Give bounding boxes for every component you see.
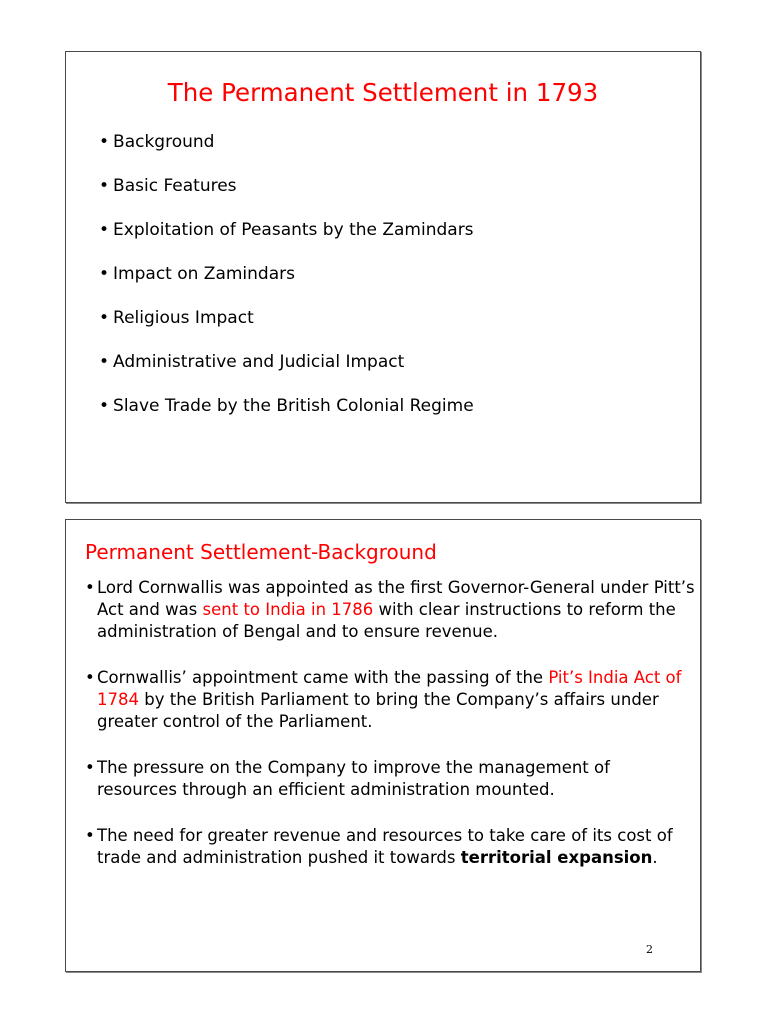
slide-1 [65, 51, 701, 503]
bullet-icon: • [99, 176, 110, 196]
paragraph-text: Cornwallis’ appointment came with the passing of the [97, 668, 549, 687]
bold-text: territorial expansion [460, 848, 653, 867]
list-item-text: Religious Impact [113, 308, 254, 328]
list-item-text: Slave Trade by the British Colonial Regime [113, 396, 474, 416]
bullet-icon: • [85, 826, 95, 845]
list-item-text: Basic Features [113, 176, 237, 196]
page-number: 2 [646, 943, 653, 956]
paragraph-text: The pressure on the Company to improve the management of resources through an efficient administration mounted. [97, 758, 610, 799]
highlight-text: Pit’s India Act of 1784 [97, 668, 682, 709]
slide-2 [65, 519, 701, 972]
paragraph-text: The need for greater revenue and resources to take care of its cost of trade and administration pushed it towards [97, 826, 673, 867]
list-item [99, 174, 474, 198]
paragraph-text: Lord Cornwallis was appointed as the first Governor-General under Pitt’s Act and was [97, 578, 695, 619]
paragraph-text: by the British Parliament to bring the Company’s affairs under greater control of the Parliament. [97, 690, 659, 731]
paragraph-text: . [652, 848, 658, 867]
bullet-icon: • [99, 308, 110, 328]
list-item [99, 350, 474, 374]
slide-2-bullet-list [85, 577, 695, 893]
list-item-text: Exploitation of Peasants by the Zamindars [113, 220, 474, 240]
paragraph-text: with clear instructions to reform the administration of Bengal and to ensure revenue. [97, 600, 676, 641]
list-item [99, 306, 474, 330]
list-item-text: Administrative and Judicial Impact [113, 352, 405, 372]
slide-2-title: Permanent Settlement-Background [85, 540, 437, 564]
list-item [99, 218, 474, 242]
bullet-icon: • [99, 352, 110, 372]
list-item-text: Impact on Zamindars [113, 264, 295, 284]
list-item [85, 667, 695, 733]
list-item [99, 394, 474, 418]
bullet-icon: • [85, 668, 95, 687]
list-item-text: Background [113, 132, 215, 152]
list-item [85, 757, 695, 801]
bullet-icon: • [99, 220, 110, 240]
list-item [85, 825, 695, 869]
bullet-icon: • [85, 578, 95, 597]
slide-1-bullet-list [99, 130, 474, 438]
list-item [99, 130, 474, 154]
bullet-icon: • [99, 396, 110, 416]
bullet-icon: • [85, 758, 95, 777]
slide-1-title: The Permanent Settlement in 1793 [167, 78, 599, 107]
bullet-icon: • [99, 132, 110, 152]
list-item [85, 577, 695, 643]
bullet-icon: • [99, 264, 110, 284]
highlight-text: sent to India in 1786 [202, 600, 374, 619]
list-item [99, 262, 474, 286]
